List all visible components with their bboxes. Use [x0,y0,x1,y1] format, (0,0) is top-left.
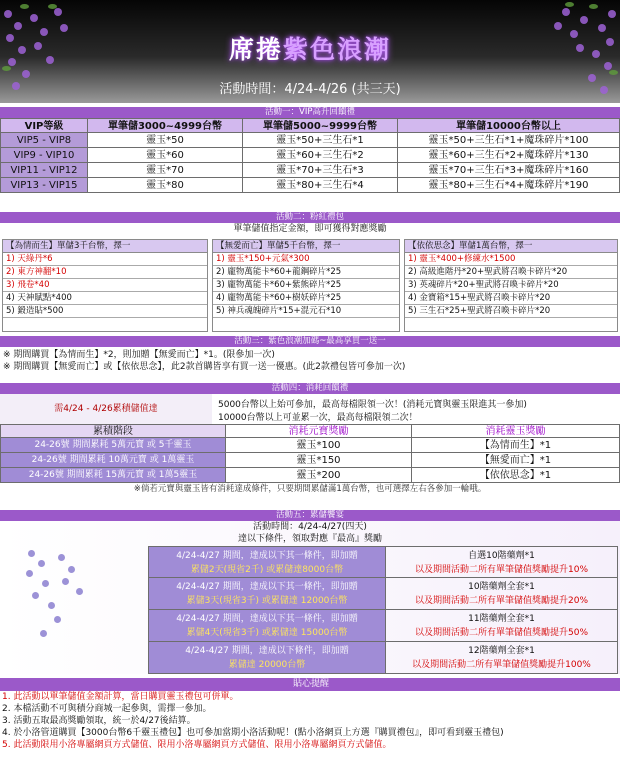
activity-5-title: 活動五：累儲饗宴 [0,510,620,521]
pack-option: 5) 鍛造貼*500 [3,305,207,318]
pack-option: 2) 東方神翻*10 [3,266,207,279]
reminder-item: 1. 此活動以單筆儲值金額計算，當日購買靈玉禮包可併單。 [2,692,239,702]
reward-cell: 【無愛而亡】*1 [412,453,620,468]
tier-reward-bonus: 以及期間活動二所有單筆儲值獎勵提升100% [412,660,591,670]
tier-reward-bonus: 以及期間活動二所有單筆儲值獎勵提升50% [414,628,588,638]
col-stage: 累積階段 [0,424,226,438]
pack-option: 1) 天綠丹*6 [3,253,207,266]
pack-heading: 【無愛而亡】單儲5千台幣，擇一 [213,240,399,253]
pack-option: 4) 天神賦點*400 [3,292,207,305]
reward-cell: 靈玉*50+三生石*1+魔珠碎片*100 [398,133,620,148]
table-row [148,642,618,674]
tier-condition-line: 4/24-4/27 期間，達成以下條件，即加贈 [185,646,349,656]
banner [0,0,620,103]
activity-4-title: 活動四：消耗回饋禮 [0,383,620,394]
pack-option: 5) 神兵魂魄碎片*15+混元石*10 [213,305,399,318]
activity-1-title: 活動一：VIP高升回饋禮 [0,107,620,118]
stage-cell: 24-26號 期間累耗 5萬元寶 或 5千靈玉 [0,438,226,453]
table-row [0,453,620,468]
tier-reward-item: 10階藥劑全套*1 [468,582,535,592]
activity-5-table [148,546,618,674]
pack-heading: 【依依思念】單儲1萬台幣，擇一 [405,240,617,253]
vip-cell: VIP13 - VIP15 [0,178,88,193]
title-part-b: 紫色浪潮 [283,35,392,64]
pack-option: 2) 龐物萬能卡*60+龍鋼碎片*25 [213,266,399,279]
col-tier-3000: 單筆儲3000~4999台幣 [88,118,243,133]
reward-cell: 靈玉*70+三生石*3+魔珠碎片*160 [398,163,620,178]
table-row [0,178,620,193]
table-row [0,438,620,453]
reminder-item: 4. 於小洛管道購買【3000台幣6千靈玉禮包】也可參加當期小洛活動呢！(點小洛網頁上方選『購買禮包』，即可看到靈玉禮包) [2,728,504,738]
reward-cell: 靈玉*200 [226,468,412,483]
activity-3-title: 活動三：紫色浪潮加碼~最高享買一送一 [0,336,620,347]
pack-option: 5) 三生石*25+聖武將召喚卡碎片*20 [405,305,617,318]
tier-reward [386,642,618,674]
table-row [148,546,618,578]
tier-condition [148,546,386,578]
tier-condition-line: 4/24-4/27 期間，達成以下其一條件，即加贈 [176,551,358,561]
tier-condition-line: 4/24-4/27 期間，達成以下其一條件，即加贈 [176,614,358,624]
tier-reward-item: 11階藥劑全套*1 [468,614,535,624]
reward-cell: 靈玉*50+三生石*1 [243,133,398,148]
reminders-title: 貼心提醒 [0,678,620,691]
tier-condition-target: 累儲3天(現省3千) 或累儲達 12000台幣 [186,596,348,606]
title-part-a: 席捲 [228,35,283,64]
tier-condition [148,610,386,642]
activity-4-header-row [0,424,620,438]
reminder-item: 5. 此活動限用小洛專屬網頁方式儲值、限用小洛專屬網頁方式儲值、限用小洛專屬網頁方式儲值。 [2,740,392,750]
activity-5-condition: 達以下條件，領取對應『最高』獎勵 [237,534,382,544]
event-dates: 活動時間：4/24-4/26 (共三天) [219,82,401,97]
tier-reward-item: 自選10階藥劑*1 [468,551,535,561]
pack-option: 4) 金寶箱*15+聖武將召喚卡碎片*20 [405,292,617,305]
reward-cell: 靈玉*60+三生石*2+魔珠碎片*130 [398,148,620,163]
stage-cell: 24-26號 期間累耗 15萬元寶 或 1萬5靈玉 [0,468,226,483]
col-vip-level: VIP等級 [0,118,88,133]
reward-cell: 靈玉*50 [88,133,243,148]
activity-3 [0,336,620,373]
pack-yiyi [404,239,618,332]
col-tier-10000: 單筆儲10000台幣以上 [398,118,620,133]
col-yuanbao-reward: 消耗元寶獎勵 [226,424,412,438]
reward-cell: 靈玉*80 [88,178,243,193]
activity-2-title: 活動二：粉紅禮包 [0,212,620,223]
table-row [0,133,620,148]
activity-4 [0,383,620,496]
activity-5-dates: 活動時間：4/24-4/27(四天) [253,522,367,532]
activity-4-rule-2: 10000台幣以上可並累一次，最高每檔限領二次！ [218,413,418,423]
reward-cell: 【依依思念】*1 [412,468,620,483]
activity-5 [0,510,620,674]
activity-4-note: ※倘若元寶與靈玉皆有消耗達成條件，只要期間累儲滿1萬台幣，也可選擇左右各參加一輪哦。 [133,484,487,494]
activity-1-header-row [0,118,620,133]
table-row [0,163,620,178]
table-row [0,148,620,163]
reward-cell: 【為情而生】*1 [412,438,620,453]
reward-cell: 靈玉*80+三生石*4+魔珠碎片*190 [398,178,620,193]
reminder-item: 3. 活動五取最高獎勵領取，統一於4/27後結算。 [2,716,196,726]
pack-option: 1) 靈玉*400+修練水*1500 [405,253,617,266]
tier-reward [386,610,618,642]
table-row [148,610,618,642]
activity-2-subtitle: 單筆儲值指定金額，即可獲得對應獎勵 [233,224,387,234]
reward-cell: 靈玉*60 [88,148,243,163]
pack-option: 1) 靈玉*150+元氣*300 [213,253,399,266]
tier-condition [148,578,386,610]
page-title [0,30,620,66]
activity-2 [0,212,620,332]
col-lingyu-reward: 消耗靈玉獎勵 [412,424,620,438]
wisteria-decoration [18,546,108,666]
stage-cell: 24-26號 期間累耗 10萬元寶 或 1萬靈玉 [0,453,226,468]
col-tier-5000: 單筆儲5000~9999台幣 [243,118,398,133]
tier-condition-target: 累儲達 20000台幣 [228,660,306,670]
pack-option: 3) 飛卷*40 [3,279,207,292]
tier-reward-bonus: 以及期間活動二所有單筆儲值獎勵提升20% [414,596,588,606]
tier-reward-item: 12階藥劑全套*1 [468,646,535,656]
reward-cell: 靈玉*60+三生石*2 [243,148,398,163]
pack-option: 2) 高級進階丹*20+聖武將召喚卡碎片*20 [405,266,617,279]
tier-condition-target: 累儲4天(現省3千) 或累儲達 15000台幣 [186,628,348,638]
activity-4-requirement: 需4/24 - 4/26累積儲值達 [0,394,212,424]
pack-wuai [212,239,400,332]
table-row [148,578,618,610]
activity-3-rule-2: ※ 期間購買【無愛而亡】或【依依思念】，此2款首購皆享有買一送一優惠。(此2款禮包皆可參加一次) [3,362,406,372]
tier-condition-target: 累儲2天(現省2千) 或累儲達8000台幣 [190,565,344,575]
activity-3-rule-1: ※ 期間購買【為情而生】*2，則加贈【無愛而亡】*1。(限參加一次) [3,350,275,360]
pack-option: 3) 英魂碎片*20+聖武將召喚卡碎片*20 [405,279,617,292]
reward-cell: 靈玉*150 [226,453,412,468]
reminders [0,678,620,751]
reward-cell: 靈玉*70 [88,163,243,178]
vip-cell: VIP11 - VIP12 [0,163,88,178]
reward-cell: 靈玉*70+三生石*3 [243,163,398,178]
tier-reward [386,546,618,578]
activity-1 [0,107,620,193]
pack-option: 3) 龐物萬能卡*60+紫熊碎片*25 [213,279,399,292]
table-row [0,468,620,483]
tier-condition [148,642,386,674]
tier-reward-bonus: 以及期間活動二所有單筆儲值獎勵提升10% [414,565,588,575]
activity-4-rules [0,394,620,424]
pack-option: 4) 龐物萬能卡*60+樹妖碎片*25 [213,292,399,305]
reward-cell: 靈玉*80+三生石*4 [243,178,398,193]
tier-reward [386,578,618,610]
reward-cell: 靈玉*100 [226,438,412,453]
vip-cell: VIP5 - VIP8 [0,133,88,148]
pack-weiqing [2,239,208,332]
activity-4-rule-1: 5000台幣以上始可參加，最高每檔限領一次！(消耗元寶與靈玉限進其一參加) [218,400,527,410]
pack-heading: 【為情而生】單儲3千台幣，擇一 [3,240,207,253]
tier-condition-line: 4/24-4/27 期間，達成以下其一條件，即加贈 [176,582,358,592]
reminder-item: 2. 本檔活動不可與積分商城一起參與，需擇一參加。 [2,704,212,714]
vip-cell: VIP9 - VIP10 [0,148,88,163]
